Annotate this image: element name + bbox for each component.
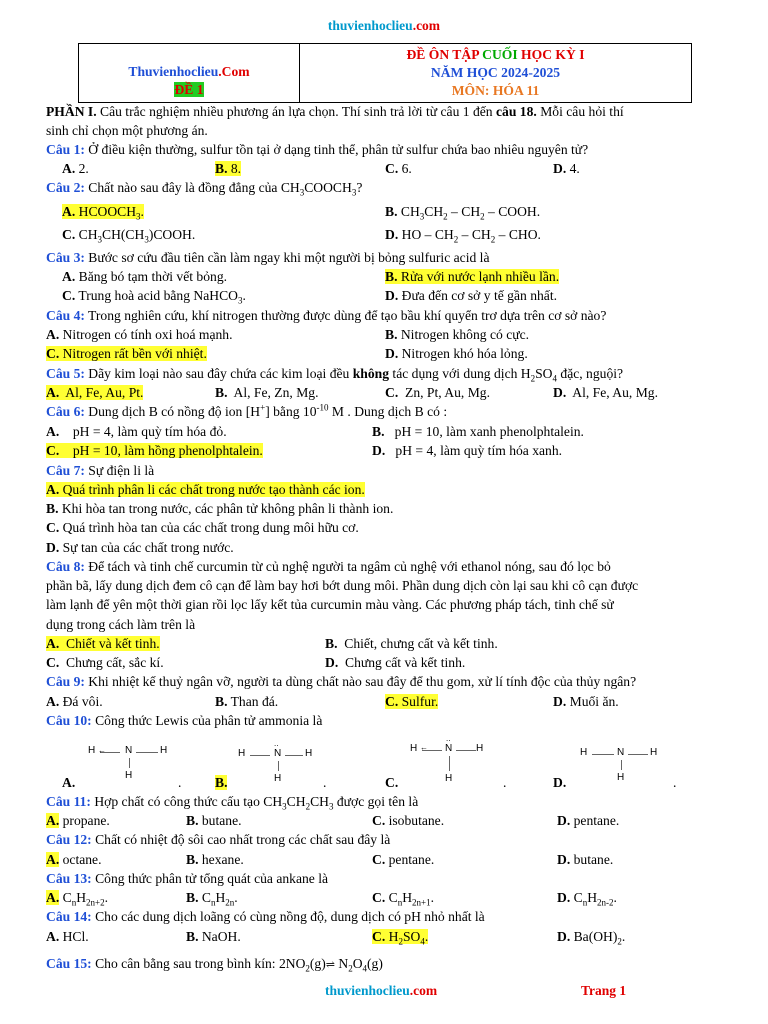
question-15: Câu 15: Cho cân bằng sau trong bình kín: $2NO_2(g)\rightleftharpoons$ $N_2O_4(g)$ [46,956,383,974]
q1-option-a[interactable]: A. 2. [62,161,89,176]
q11-option-b[interactable]: B. butane. [186,813,242,828]
lewis-structure-c: H ← .. N H H [410,734,484,784]
q10-option-b[interactable]: B. [215,775,228,790]
brand-domain: .Com [218,64,250,79]
question-11: Câu 11: Hợp chất có công thức cấu tạo $CH_3CH_2CH_3$ được gọi tên là [46,794,419,812]
question-8-line3: làm lạnh để yên một thời gian rồi lọc lấy kết tủa curcumin màu vàng. Các phương pháp tách, tinh chế sử [46,597,614,612]
q11-option-c[interactable]: C. isobutane. [372,813,445,828]
q12-option-c[interactable]: C. pentane. [372,852,435,867]
q6-option-c[interactable]: C. pH = 10, làm hồng phenolphtalein. [46,443,263,458]
subject: MÔN: HÓA 11 [451,83,540,98]
exam-code-badge: ĐỀ 1 [174,82,204,97]
question-4: Câu 4: Trong nghiên cứu, khí nitrogen thường được dùng để tạo bầu khí quyển trơ dựa trên cơ sở nào? [46,308,607,323]
q7-option-a[interactable]: A. Quá trình phân li các chất trong nước tạo thành các ion. [46,482,365,497]
q13-option-a[interactable]: A. $C_nH_{2n+2}$. [46,890,108,908]
part1-intro: PHẦN I. Câu trắc nghiệm nhiều phương án lựa chọn. Thí sinh trả lời từ câu 1 đến câu 18. Mỗi câu hỏi thí [46,104,624,119]
q9-option-d[interactable]: D. Muối ăn. [553,694,619,709]
question-10: Câu 10: Công thức Lewis của phân tử ammonia là [46,713,323,728]
question-8: Câu 8: Để tách và tinh chế curcumin từ củ nghệ người ta ngâm củ nghệ với ethanol nóng, sau đó lọc bỏ [46,559,611,574]
q10-dot-d: . [673,775,677,790]
q5-option-d[interactable]: D. Al, Fe, Au, Mg. [553,385,658,400]
question-3: Câu 3: Bước sơ cứu đầu tiên cần làm ngay khi một người bị bỏng sulfuric acid là [46,250,490,265]
equilibrium-arrow-icon: ⇌ [325,959,335,971]
site-domain: .com [412,18,441,33]
q12-option-a[interactable]: A. octane. [46,852,102,867]
q3-option-c[interactable]: C. Trung hoà acid bằng NaHCO$_3$. [62,288,246,306]
question-2: Câu 2: Chất nào sau đây là đồng đẳng của $CH_3COOCH_3$? [46,180,363,198]
q10-option-d[interactable]: D. [553,775,567,790]
question-5: Câu 5: Dãy kim loại nào sau đây chứa các kim loại đều không tác dụng với dung dịch $H_2SO_4$ đặc, nguội? [46,366,624,384]
q1-option-b[interactable]: B. 8. [215,161,242,176]
q3-option-d[interactable]: D. Đưa đến cơ sở y tế gần nhất. [385,288,557,303]
q3-option-a[interactable]: A. Băng bó tạm thời vết bỏng. [62,269,228,284]
q10-dot-c: . [503,775,507,790]
page-number: Trang 1 [581,983,627,998]
q12-option-d[interactable]: D. butane. [557,852,614,867]
question-1: Câu 1: Ở điều kiện thường, sulfur tồn tại ở dạng tinh thể, phân tử sulfur chứa bao nhiêu nguyên tử? [46,142,589,157]
q8-option-c[interactable]: C. Chưng cất, sắc kí. [46,655,164,670]
question-8-line2: phần bã, lấy dung dịch đem cô cạn để làm bay hơi bớt dung môi. Phần dung dịch còn lại sau khi cô cạn được [46,578,639,593]
question-9: Câu 9: Khi nhiệt kế thuỷ ngân vỡ, người ta dùng chất nào sau đây để thu gom, xử lí tính độc của thủy ngân? [46,674,637,689]
q5-option-c[interactable]: C. Zn, Pt, Au, Mg. [385,385,490,400]
q10-option-c[interactable]: C. [385,775,399,790]
q14-option-d[interactable]: D. $Ba(OH)_2$. [557,929,626,947]
q13-option-b[interactable]: B. $C_nH_{2n}$. [186,890,238,908]
q11-option-a[interactable]: A. propane. [46,813,110,828]
q11-option-d[interactable]: D. pentane. [557,813,620,828]
q5-option-b[interactable]: B. Al, Fe, Zn, Mg. [215,385,319,400]
q4-option-a[interactable]: A. Nitrogen có tính oxi hoá mạnh. [46,327,233,342]
lewis-structure-a: H ← N H H [88,745,168,781]
q9-option-b[interactable]: B. Than đá. [215,694,279,709]
lewis-structure-d: H N H H [580,747,658,783]
footer-site-link[interactable]: thuvienhoclieu.com [325,983,438,998]
q10-option-a[interactable]: A. [62,775,76,790]
exam-header-table [78,43,692,103]
q4-option-c[interactable]: C. Nitrogen rất bền với nhiệt. [46,346,207,361]
q6-option-a[interactable]: A. pH = 4, làm quỳ tím hóa đỏ. [46,424,227,439]
header-brand-cell [79,44,300,102]
q1-option-c[interactable]: C. 6. [385,161,412,176]
q7-option-d[interactable]: D. Sự tan của các chất trong nước. [46,540,234,555]
exam-title: ĐỀ ÔN TẬP CUỐI HỌC KỲ I [406,47,585,62]
question-7: Câu 7: Sự điện li là [46,463,155,478]
q10-dot-b: . [323,775,327,790]
q14-option-b[interactable]: B. NaOH. [186,929,241,944]
q7-option-b[interactable]: B. Khi hòa tan trong nước, các phân tử không phân li thành ion. [46,501,394,516]
q2-option-a[interactable]: A. $HCOOCH_3$. [62,204,144,222]
site-header-link[interactable] [0,18,768,34]
q6-option-d[interactable]: D. pH = 4, làm quỳ tím hóa xanh. [372,443,563,458]
brand-name: Thuvienhoclieu [128,64,219,79]
question-6: Câu 6: Dung dịch B có nồng độ ion [H+] bằng $10^{-10}$ M . Dung dịch B có : [46,402,448,419]
q7-option-c[interactable]: C. Quá trình hòa tan của các chất trong dung môi hữu cơ. [46,520,359,535]
q2-option-c[interactable]: C. $CH_3CH(CH_3)COOH$. [62,227,196,245]
q1-option-d[interactable]: D. 4. [553,161,580,176]
q12-option-b[interactable]: B. hexane. [186,852,244,867]
q9-option-c[interactable]: C. Sulfur. [385,694,439,709]
q13-option-c[interactable]: C. $C_nH_{2n+1}$. [372,890,434,908]
question-13: Câu 13: Công thức phân tử tổng quát của ankane là [46,871,329,886]
question-12: Câu 12: Chất có nhiệt độ sôi cao nhất trong các chất sau đây là [46,832,391,847]
q8-option-a[interactable]: A. Chiết và kết tinh. [46,636,160,651]
question-14: Câu 14: Cho các dung dịch loãng có cùng nồng độ, dung dịch có pH nhỏ nhất là [46,909,485,924]
question-8-line4: dụng trong cách làm trên là [46,617,196,632]
q8-option-d[interactable]: D. Chưng cất và kết tinh. [325,655,466,670]
q8-option-b[interactable]: B. Chiết, chưng cất và kết tinh. [325,636,498,651]
q5-option-a[interactable]: A. Al, Fe, Au, Pt. [46,385,144,400]
q2-option-b[interactable]: B. $CH_3CH_2 - CH_2$ – COOH. [385,204,541,222]
q14-option-c[interactable]: C. $H_2SO_4$. [372,929,429,947]
q9-option-a[interactable]: A. Đá vôi. [46,694,103,709]
lewis-structure-b: H .. N H H [238,739,313,784]
q3-option-b[interactable]: B. Rửa với nước lạnh nhiều lần. [385,269,560,284]
school-year: NĂM HỌC 2024-2025 [430,65,561,80]
part1-intro-line2: sinh chỉ chọn một phương án. [46,123,208,138]
header-title-cell [300,44,691,102]
q2-option-d[interactable]: D. HO – $CH_2 - CH_2$ – CHO. [385,227,541,245]
q4-option-d[interactable]: D. Nitrogen khó hóa lỏng. [385,346,528,361]
q10-dot-a: . [178,775,182,790]
q4-option-b[interactable]: B. Nitrogen không có cực. [385,327,530,342]
site-name: thuvienhoclieu [327,18,413,33]
q13-option-d[interactable]: D. $C_nH_{2n-2}$. [557,890,617,908]
q6-option-b[interactable]: B. pH = 10, làm xanh phenolphtalein. [372,424,584,439]
q14-option-a[interactable]: A. HCl. [46,929,89,944]
